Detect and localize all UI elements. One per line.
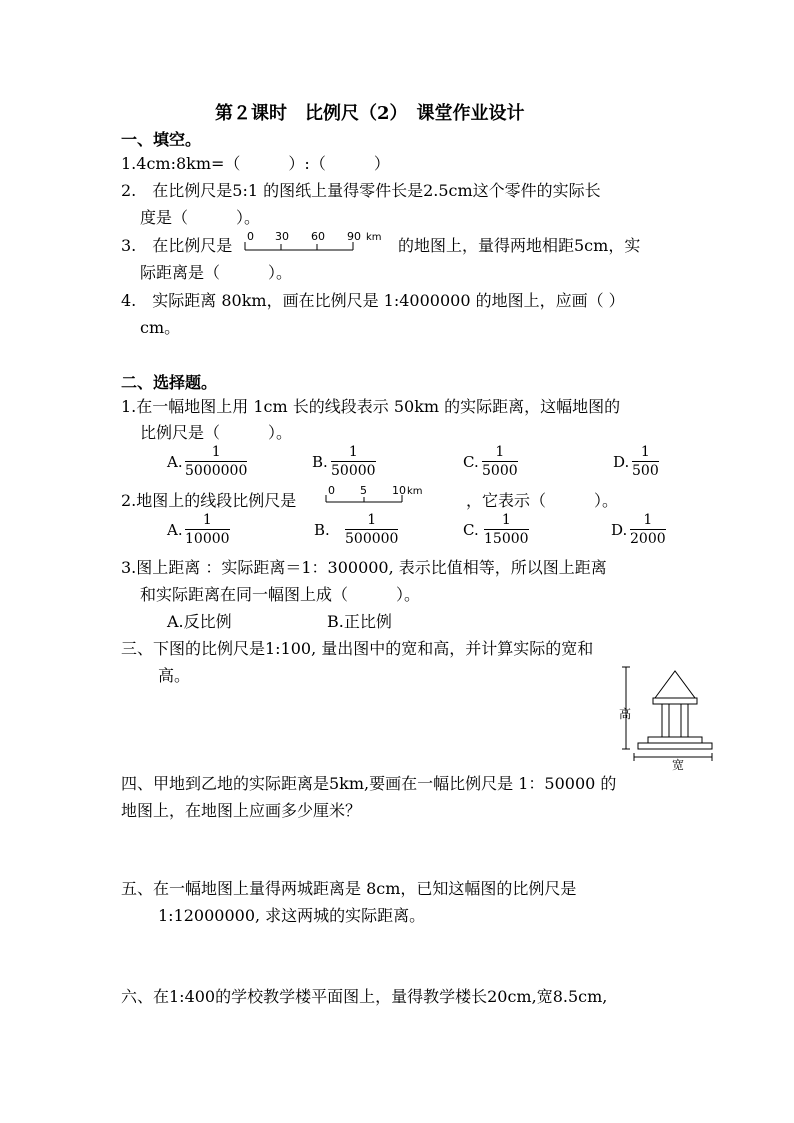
s2-q2-option-b-num: 1 bbox=[345, 512, 398, 530]
s2-q3-option-b[interactable]: B.正比例 bbox=[327, 612, 392, 631]
s1-question-3-line-2: 际距离是（ ）。 bbox=[140, 263, 293, 282]
s2-q2-option-d-label: D. bbox=[611, 521, 628, 539]
s1-q3-tick-2: 60 bbox=[311, 230, 325, 243]
s1-q3-tick-3: 90 bbox=[347, 230, 361, 243]
s2-q2-option-d-num: 1 bbox=[630, 512, 666, 530]
s2-q1-option-a[interactable] bbox=[185, 444, 247, 479]
section-4-line-1: 四、甲地到乙地的实际距离是5km,要画在一幅比例尺是 1：50000 的 bbox=[121, 774, 617, 793]
s2-question-3-line-1: 3.图上距离 ：实际距离＝1：300000, 表示比值相等，所以图上距离 bbox=[121, 558, 607, 577]
s2-question-1-line-2: 比例尺是（ ）。 bbox=[140, 423, 293, 442]
s1-question-3-suffix: 的地图上，量得两地相距5cm，实 bbox=[398, 236, 641, 255]
s2-q1-option-d-label: D. bbox=[613, 453, 630, 471]
s2-q1-option-c-label: C. bbox=[463, 453, 479, 471]
s2-q1-option-d-num: 1 bbox=[632, 444, 659, 462]
s2-question-2-suffix: ，它表示（ ）。 bbox=[466, 491, 619, 510]
s2-q2-option-b-den: 500000 bbox=[345, 531, 399, 547]
section-1-heading: 一、填空。 bbox=[121, 130, 202, 149]
s2-q2-option-a-den: 10000 bbox=[185, 531, 230, 547]
section-5-line-2: 1:12000000, 求这两城的实际距离。 bbox=[158, 906, 426, 925]
s2-q2-option-d[interactable] bbox=[630, 512, 666, 547]
s2-question-2-prefix: 2.地图上的线段比例尺是 bbox=[121, 491, 297, 510]
s2-q2-option-b[interactable] bbox=[345, 512, 398, 547]
s2-q2-option-c-num: 1 bbox=[484, 512, 529, 530]
s2-q1-option-d-den: 500 bbox=[632, 463, 659, 479]
section-2-heading: 二、选择题。 bbox=[121, 373, 218, 392]
s2-q1-option-b-den: 50000 bbox=[331, 463, 376, 479]
s2-q2-tick-1: 5 bbox=[360, 484, 367, 497]
s2-q2-option-a-label: A. bbox=[167, 521, 183, 539]
s2-q1-option-b-label: B. bbox=[312, 453, 328, 471]
tower-figure bbox=[610, 663, 715, 773]
s2-q2-tick-2: 10 bbox=[392, 484, 406, 497]
s2-q1-option-b-num: 1 bbox=[331, 444, 376, 462]
s2-q2-option-d-den: 2000 bbox=[630, 531, 666, 547]
s2-q3-option-a[interactable]: A.反比例 bbox=[167, 612, 232, 631]
section-3-line-2: 高。 bbox=[158, 666, 191, 685]
s1-question-4-line-2: cm。 bbox=[140, 318, 181, 337]
s2-q2-option-a-num: 1 bbox=[185, 512, 230, 530]
s2-q1-option-d[interactable] bbox=[632, 444, 659, 479]
section-5-line-1: 五、在一幅地图上量得两城距离是 8cm，已知这幅图的比例尺是 bbox=[121, 879, 577, 898]
s2-question-3-line-2: 和实际距离在同一幅图上成（ ）。 bbox=[140, 585, 421, 604]
s2-q1-option-c-num: 1 bbox=[482, 444, 518, 462]
section-3-line-1: 三、下图的比例尺是1:100, 量出图中的宽和高，并计算实际的宽和 bbox=[121, 639, 594, 658]
s2-q2-option-b-label: B. bbox=[314, 521, 330, 539]
s1-question-4-line-1: 4. 实际距离 80km，画在比例尺是 1:4000000 的地图上，应画（ ） bbox=[121, 291, 625, 310]
section-6-line-1: 六、在1:400的学校教学楼平面图上，量得教学楼长20cm,宽8.5cm, bbox=[121, 987, 608, 1006]
s1-question-2-line-1: 2. 在比例尺是5:1 的图纸上量得零件长是2.5cm这个零件的实际长 bbox=[121, 181, 601, 200]
s2-q2-option-a[interactable] bbox=[185, 512, 230, 547]
s2-q2-option-c-den: 15000 bbox=[484, 531, 529, 547]
s2-q2-unit: km bbox=[407, 486, 423, 497]
s2-q1-option-c-den: 5000 bbox=[482, 463, 518, 479]
figure-width-label: 宽 bbox=[672, 758, 685, 772]
s2-q2-option-c[interactable] bbox=[484, 512, 529, 547]
s2-q2-scale-bar bbox=[324, 484, 424, 510]
s1-q3-tick-0: 0 bbox=[247, 230, 254, 243]
page-title: 第２课时 比例尺（2） 课堂作业设计 bbox=[215, 103, 525, 124]
s2-q1-option-a-num: 1 bbox=[185, 444, 247, 462]
s1-q3-tick-1: 30 bbox=[275, 230, 289, 243]
s2-q2-option-c-label: C. bbox=[463, 521, 479, 539]
s2-q1-option-a-label: A. bbox=[167, 453, 183, 471]
s1-q3-scale-bar bbox=[243, 228, 393, 258]
s1-q3-unit: km bbox=[366, 232, 382, 243]
figure-height-label: 高 bbox=[619, 707, 632, 721]
s2-q1-option-c[interactable] bbox=[482, 444, 518, 479]
section-4-line-2: 地图上，在地图上应画多少厘米？ bbox=[121, 801, 362, 820]
s2-q2-tick-0: 0 bbox=[328, 484, 335, 497]
s2-q1-option-b[interactable] bbox=[331, 444, 376, 479]
s1-question-2-line-2: 度是（ ）。 bbox=[140, 208, 261, 227]
s2-q1-option-a-den: 5000000 bbox=[185, 463, 248, 479]
s2-question-1-line-1: 1.在一幅地图上用 1cm 长的线段表示 50km 的实际距离，这幅地图的 bbox=[121, 397, 621, 416]
s1-question-3-prefix: 3. 在比例尺是 bbox=[121, 236, 233, 255]
s1-question-1: 1.4cm:8km=（ ）:（ ） bbox=[121, 154, 390, 173]
